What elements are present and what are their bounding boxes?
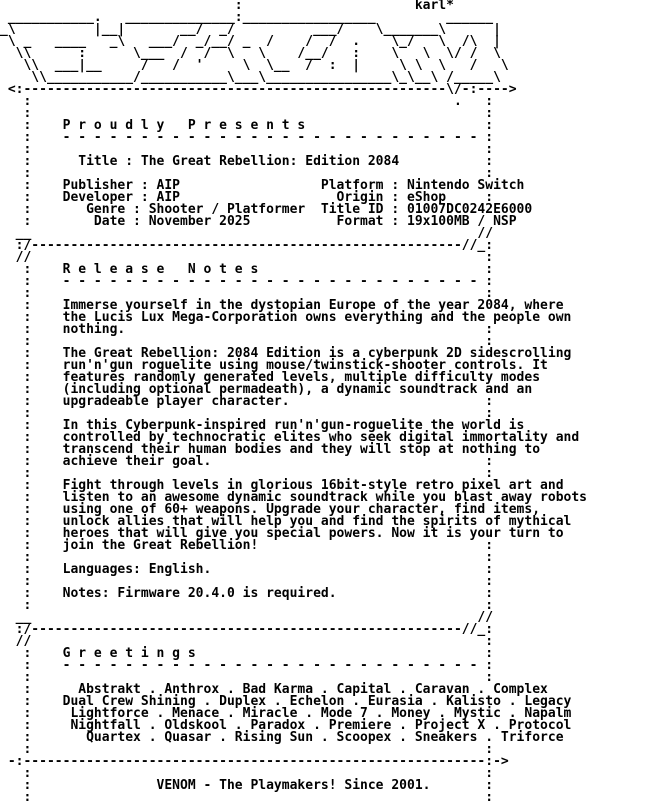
border-line: : :: [0, 142, 494, 157]
section-underline: : - - - - - - - - - - - - - - - - - - - - - - - - - - - :: [0, 658, 494, 673]
section-heading-release-notes: : R e l e a s e N o t e s :: [0, 262, 494, 277]
notes-text-line: : join the Great Rebellion! :: [0, 538, 494, 553]
border-line: : :: [0, 742, 494, 757]
border-line: : . :: [0, 94, 494, 109]
notes-text-line: : Fight through levels in glorious 16bit-style retro pixel art and: [0, 478, 564, 493]
section-heading-greetings: : G r e e t i n g s :: [0, 646, 494, 661]
bottom-divider: -:-----------------------------------------------------------:->: [0, 754, 509, 769]
art-line-2: ___________. ______________:_________________ ______: [0, 10, 494, 25]
notes-text-line: : achieve their goal. :: [0, 454, 494, 469]
info-publisher-platform: : Publisher : AIP Platform : Nintendo Switch: [0, 178, 525, 193]
notes-text-line: : controlled by technocratic elites who seek digital immortality and: [0, 430, 580, 445]
notes-text-line: : transcend their human bodies and they will stop at nothing to: [0, 442, 541, 457]
notes-text-line: : unlock allies that will help you and find the spirits of mythical: [0, 514, 572, 529]
notes-text-line: : run'n'gun roguelite using mouse/twinstick-shooter controls. It: [0, 358, 548, 373]
art-line-1: : karl*: [0, 0, 454, 13]
greetings-line: : Lightforce . Menace . Miracle . Mode 7 . Money . Mystic . Napalm: [0, 706, 572, 721]
footer-line: : VENOM - The Playmakers! Since 2001. :: [0, 778, 494, 793]
notes-text-line: : The Great Rebellion: 2084 Edition is a cyberpunk 2D sidescrolling: [0, 346, 572, 361]
notes-text-line: : listen to an awesome dynamic soundtrack while you blast away robots: [0, 490, 587, 505]
art-line-4: \ _ ____ _\ ___/ _/__/ _ / / / . \_/ \ /\ |: [0, 34, 501, 49]
divider-bottom: // :: [0, 634, 494, 649]
border-line: : :: [0, 466, 494, 481]
notes-text-line: : using one of 60+ weapons. Upgrade your character, find items,: [0, 502, 541, 517]
divider-top: __ //: [0, 610, 494, 625]
border-line: : :: [0, 106, 494, 121]
border-line: : :: [0, 406, 494, 421]
section-underline: : - - - - - - - - - - - - - - - - - - - - - - - - - - - :: [0, 130, 494, 145]
notes-text-line: : In this Cyberpunk-inspired run'n'gun-roguelite the world is: [0, 418, 525, 433]
border-line: : :: [0, 550, 494, 565]
languages-line: : Languages: English. :: [0, 562, 494, 577]
border-line: : :: [0, 766, 494, 781]
info-title: : Title : The Great Rebellion: Edition 2084 :: [0, 154, 494, 169]
divider-bottom: // :: [0, 250, 494, 265]
border-line: : :: [0, 574, 494, 589]
greetings-line: : Abstrakt . Anthrox . Bad Karma . Capital . Caravan . Complex: [0, 682, 548, 697]
top-divider: <:------------------------------------------------------\/-:---->: [0, 82, 517, 97]
section-underline: : - - - - - - - - - - - - - - - - - - - - - - - - - - - :: [0, 274, 494, 289]
info-developer-origin: : Developer : AIP Origin : eShop :: [0, 190, 494, 205]
border-line: : :: [0, 790, 494, 805]
notes-text-line: : heroes that will give you special powers. Now it is your turn to: [0, 526, 564, 541]
border-line: : :: [0, 286, 494, 301]
art-line-3: _\ |__| __/ _/ ___/ \_______\ |: [0, 22, 501, 37]
border-line: : :: [0, 598, 494, 613]
section-heading-presents: : P r o u d l y P r e s e n t s :: [0, 118, 494, 133]
info-genre-titleid: : Genre : Shooter / Platformer Title ID : 01007DC0242E6000: [0, 202, 533, 217]
art-line-7: \\___________/___________\___\________________\_\__\ /_____\: [0, 70, 501, 85]
greetings-line: : Dual Crew Shining . Duplex . Echelon . Eurasia . Kalisto . Legacy: [0, 694, 572, 709]
art-line-6: \\ ___|__ / / ' \ \__ / : | \ \ \ / \: [0, 58, 509, 73]
border-line: : :: [0, 166, 494, 181]
border-line: : :: [0, 334, 494, 349]
greetings-line: : Quartex . Quasar . Rising Sun . Scoopex . Sneakers . Triforce: [0, 730, 564, 745]
greetings-line: : Nightfall . Oldskool . Paradox . Premiere . Project X . Protocol: [0, 718, 572, 733]
divider-top: __ //: [0, 226, 494, 241]
notes-text-line: : upgradeable player character. :: [0, 394, 494, 409]
notes-text-line: : nothing. :: [0, 322, 494, 337]
firmware-notes-line: : Notes: Firmware 20.4.0 is required. :: [0, 586, 494, 601]
notes-text-line: : features randomly generated levels, multiple difficulty modes: [0, 370, 541, 385]
notes-text-line: : Immerse yourself in the dystopian Europe of the year 2084, where: [0, 298, 564, 313]
divider-middle: :/-------------------------------------------------------//_:: [0, 622, 494, 637]
info-date-format: : Date : November 2025 Format : 19x100MB / NSP: [0, 214, 517, 229]
divider-middle: :/-------------------------------------------------------//_:: [0, 238, 494, 253]
art-line-5: \\ : \___ / / \ \ /__/ : \ \ \/ / \: [0, 46, 501, 61]
notes-text-line: : the Lucis Lux Mega-Corporation owns everything and the people own: [0, 310, 572, 325]
border-line: : :: [0, 670, 494, 685]
notes-text-line: : (including optional permadeath), a dynamic soundtrack and an: [0, 382, 533, 397]
